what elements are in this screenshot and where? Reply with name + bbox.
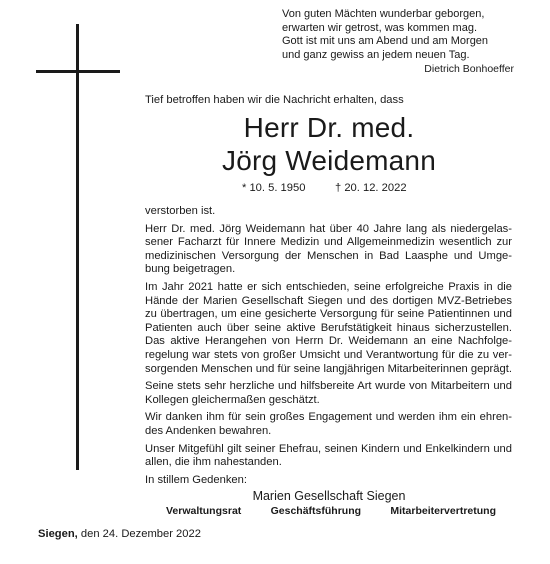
poem-line: Von guten Mächten wunderbar geborgen, xyxy=(282,8,485,20)
deceased-title: Herr Dr. med. xyxy=(243,112,415,143)
date: den 24. Dezember 2022 xyxy=(80,528,201,540)
cross-vertical-bar xyxy=(76,24,79,470)
closing-line: In stillem Gedenken: xyxy=(145,473,247,486)
signature-role: Verwaltungsrat xyxy=(166,505,242,517)
body-paragraph: Im Jahr 2021 hatte er sich entschieden, seine erfolgreiche Praxis in die Hände der Marien Gesellschaft Siegen und des dortigen MVZ-Betriebes zu übertragen, um eine gesicherte Versorgung für seine Patientinnen und Patienten auch über seine aktive Berufstätigkeit hinaus sicherzustellen. Das aktive Herangehen von Herrn Dr. Weidemann an eine Nachfolge-regelung war stets von großer Umsicht und Verantwortung für die zu ver-sorgenden Menschen und für seine langjährigen Mitarbeiterinnen geprägt. xyxy=(145,280,512,375)
signature-organization: Marien Gesellschaft Siegen xyxy=(252,489,406,503)
body-paragraph: Unser Mitgefühl gilt seiner Ehefrau, seinen Kindern und Enkelkindern und allen, die ihm nahestanden. xyxy=(145,442,512,469)
body-paragraph: Wir danken ihm für sein großes Engagement und werden ihm ein ehren-des Andenken bewahren. xyxy=(145,411,512,437)
poem-line: und ganz gewiss an jedem neuen Tag. xyxy=(282,48,470,61)
signature-role: Mitarbeitervertretung xyxy=(390,505,496,517)
deceased-name: Jörg Weidemann xyxy=(222,145,436,176)
poem-line: erwarten wir getrost, was kommen mag. xyxy=(282,21,478,34)
birth-date: * 10. 5. 1950 xyxy=(242,182,306,194)
body-paragraph: Seine stets sehr herzliche und hilfsbereite Art wurde von Mitarbeitern und Kollegen gleichermaßen geschätzt. xyxy=(145,380,512,406)
signature-roles xyxy=(166,505,496,517)
poem-author: Dietrich Bonhoeffer xyxy=(424,63,514,75)
death-date: † 20. 12. 2022 xyxy=(335,182,407,194)
cross-horizontal-bar xyxy=(36,70,120,73)
body-paragraph: Herr Dr. med. Jörg Weidemann hat über 40 Jahre lang als niedergelas-sener Facharzt für Innere Medizin und Allgemeinmedizin wesentlich zur medizinischen Versorgung der Menschen in Bad Laasphe und Umge-bung beigetragen. xyxy=(145,222,512,276)
obituary-body xyxy=(145,205,512,491)
signature-role: Geschäftsführung xyxy=(270,505,362,517)
poem-line: Gott ist mit uns am Abend und am Morgen xyxy=(282,35,489,47)
place: Siegen, xyxy=(38,528,78,540)
place-date xyxy=(38,528,201,540)
verstorben-text: verstorben ist. xyxy=(145,205,216,217)
intro-text: Tief betroffen haben wir die Nachricht erhalten, dass xyxy=(145,94,404,106)
poem xyxy=(282,8,514,77)
